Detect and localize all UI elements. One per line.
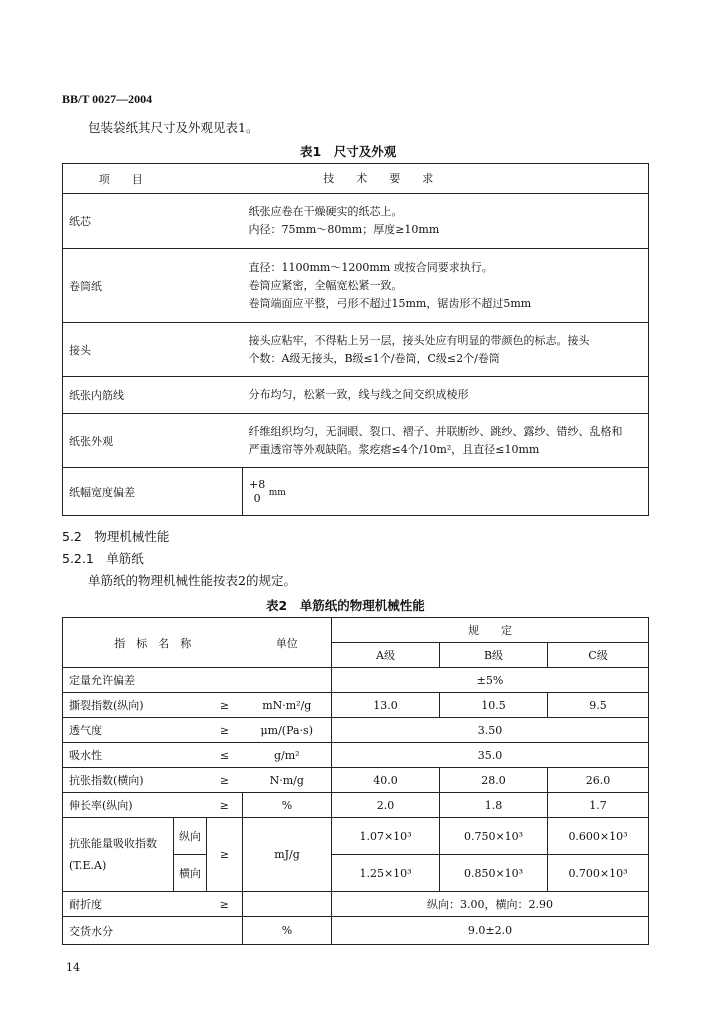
tolerance <box>249 478 265 506</box>
row-requirement <box>243 194 649 249</box>
table-2 <box>62 617 649 945</box>
row-unit: μm/(Pa·s) <box>243 718 332 743</box>
value-c: 9.5 <box>548 693 649 718</box>
row-unit: N·m/g <box>243 768 332 793</box>
row-name: 吸水性 <box>63 743 207 768</box>
row-item: 纸芯 <box>63 194 243 249</box>
table-header-row <box>63 618 649 643</box>
table-row <box>63 917 649 945</box>
intro-text: 包装袋纸其尺寸及外观见表1。 <box>88 120 259 135</box>
row-value: ±5% <box>332 668 649 693</box>
row-operator: ≥ <box>207 718 243 743</box>
table-row <box>63 468 649 516</box>
req-line: 内径：75mm～80mm；厚度≥10mm <box>248 223 440 236</box>
table-row <box>63 249 649 323</box>
value-c: 0.600×10³ <box>548 818 649 855</box>
table-row <box>63 743 649 768</box>
row-value: 9.0±2.0 <box>332 917 649 945</box>
page-number: 14 <box>66 961 80 974</box>
row-unit: mN·m²/g <box>243 693 332 718</box>
table-row <box>63 668 649 693</box>
section-5-2: 5.2 物理机械性能 <box>62 529 170 544</box>
row-requirement <box>243 323 649 377</box>
value-b: 0.750×10³ <box>440 818 548 855</box>
table-row <box>63 377 649 414</box>
row-requirement <box>243 377 649 414</box>
row-operator: ≥ <box>207 768 243 793</box>
section-5-2-1: 5.2.1 单筋纸 <box>62 551 144 566</box>
req-line: 卷筒端面应平整，弓形不超过15mm，锯齿形不超过5mm <box>248 296 532 310</box>
section-5-2-1-text: 单筋纸的物理机械性能按表2的规定。 <box>88 573 296 588</box>
row-name: 交货水分 <box>63 917 243 945</box>
req-line: 严重透帘等外观缺陷。浆疙瘩≤4个/10m²，且直径≤10mm <box>248 442 540 456</box>
sub-label-cd: 横向 <box>174 855 207 892</box>
row-item: 卷筒纸 <box>63 249 243 323</box>
tolerance-unit: mm <box>268 487 286 498</box>
row-name: 定量允许偏差 <box>63 668 332 693</box>
row-item: 纸张外观 <box>63 414 243 468</box>
req-line: 个数：A级无接头，B级≤1个/卷筒，C级≤2个/卷筒 <box>248 351 500 365</box>
value-a: 1.07×10³ <box>332 818 440 855</box>
header-unit: 单位 <box>243 618 332 668</box>
table2-title: 表2 单筋纸的物理机械性能 <box>266 598 425 613</box>
value-c: 0.700×10³ <box>548 855 649 892</box>
value-b: 28.0 <box>440 768 548 793</box>
row-item: 纸张内筋线 <box>63 377 243 414</box>
value-b: 1.8 <box>440 793 548 818</box>
row-name: 抗张能量吸收指数(T.E.A) <box>63 818 174 892</box>
table-row <box>63 768 649 793</box>
value-c: 26.0 <box>548 768 649 793</box>
row-unit: mJ/g <box>243 818 332 892</box>
value-a: 40.0 <box>332 768 440 793</box>
row-name: 透气度 <box>63 718 207 743</box>
header-spec: 规 定 <box>332 618 649 643</box>
row-value: 纵向：3.00，横向：2.90 <box>332 892 649 917</box>
row-unit-empty <box>243 892 332 917</box>
header-item: 项 目 <box>63 164 243 194</box>
table1-title: 表1 尺寸及外观 <box>300 144 397 159</box>
row-operator: ≥ <box>207 892 243 917</box>
row-operator: ≥ <box>207 693 243 718</box>
header-requirement: 技 术 要 求 <box>243 164 649 194</box>
value-b: 0.850×10³ <box>440 855 548 892</box>
header-grade-a: A级 <box>332 643 440 668</box>
req-line: 纸张应卷在干燥硬实的纸芯上。 <box>248 205 403 218</box>
row-unit: % <box>243 917 332 945</box>
table-row <box>63 323 649 377</box>
standard-number: BB/T 0027—2004 <box>62 92 153 106</box>
row-name: 伸长率(纵向) <box>63 793 207 818</box>
row-requirement <box>243 468 649 516</box>
table-row <box>63 793 649 818</box>
row-requirement <box>243 249 649 323</box>
row-unit: g/m² <box>243 743 332 768</box>
table-row <box>63 194 649 249</box>
table-row <box>63 414 649 468</box>
req-line: 直径：1100mm～1200mm 或按合同要求执行。 <box>248 260 493 274</box>
row-requirement <box>243 414 649 468</box>
table-row <box>63 718 649 743</box>
req-line: 卷筒应紧密，全幅宽松紧一致。 <box>248 278 403 292</box>
table-1 <box>62 163 649 516</box>
sub-label-md: 纵向 <box>174 818 207 855</box>
row-operator: ≥ <box>207 818 243 892</box>
row-value: 35.0 <box>332 743 649 768</box>
row-unit: % <box>243 793 332 818</box>
req-line: 接头应粘牢，不得粘上另一层，接头处应有明显的带颜色的标志。接头 <box>248 333 590 347</box>
row-name: 撕裂指数(纵向) <box>63 693 207 718</box>
tolerance-upper: +8 <box>249 477 266 491</box>
row-operator: ≥ <box>207 793 243 818</box>
tolerance-lower: 0 <box>253 491 261 505</box>
header-name: 指 标 名 称 <box>63 618 243 668</box>
value-c: 1.7 <box>548 793 649 818</box>
header-grade-c: C级 <box>548 643 649 668</box>
req-line: 分布均匀，松紧一致，线与线之间交织成棱形 <box>248 388 469 401</box>
row-name: 抗张指数(横向) <box>63 768 207 793</box>
value-a: 2.0 <box>332 793 440 818</box>
header-grade-b: B级 <box>440 643 548 668</box>
req-line: 纤维组织均匀，无洞眼、裂口、褶子、并联断纱、跳纱、露纱、错纱、乱格和 <box>248 424 623 438</box>
row-item: 接头 <box>63 323 243 377</box>
row-item: 纸幅宽度偏差 <box>63 468 243 516</box>
table-header-row <box>63 164 649 194</box>
table-row <box>63 892 649 917</box>
row-name: 耐折度 <box>63 892 207 917</box>
value-b: 10.5 <box>440 693 548 718</box>
row-operator: ≤ <box>207 743 243 768</box>
table-row <box>63 693 649 718</box>
row-value: 3.50 <box>332 718 649 743</box>
value-a: 13.0 <box>332 693 440 718</box>
table-row <box>63 818 649 855</box>
value-a: 1.25×10³ <box>332 855 440 892</box>
